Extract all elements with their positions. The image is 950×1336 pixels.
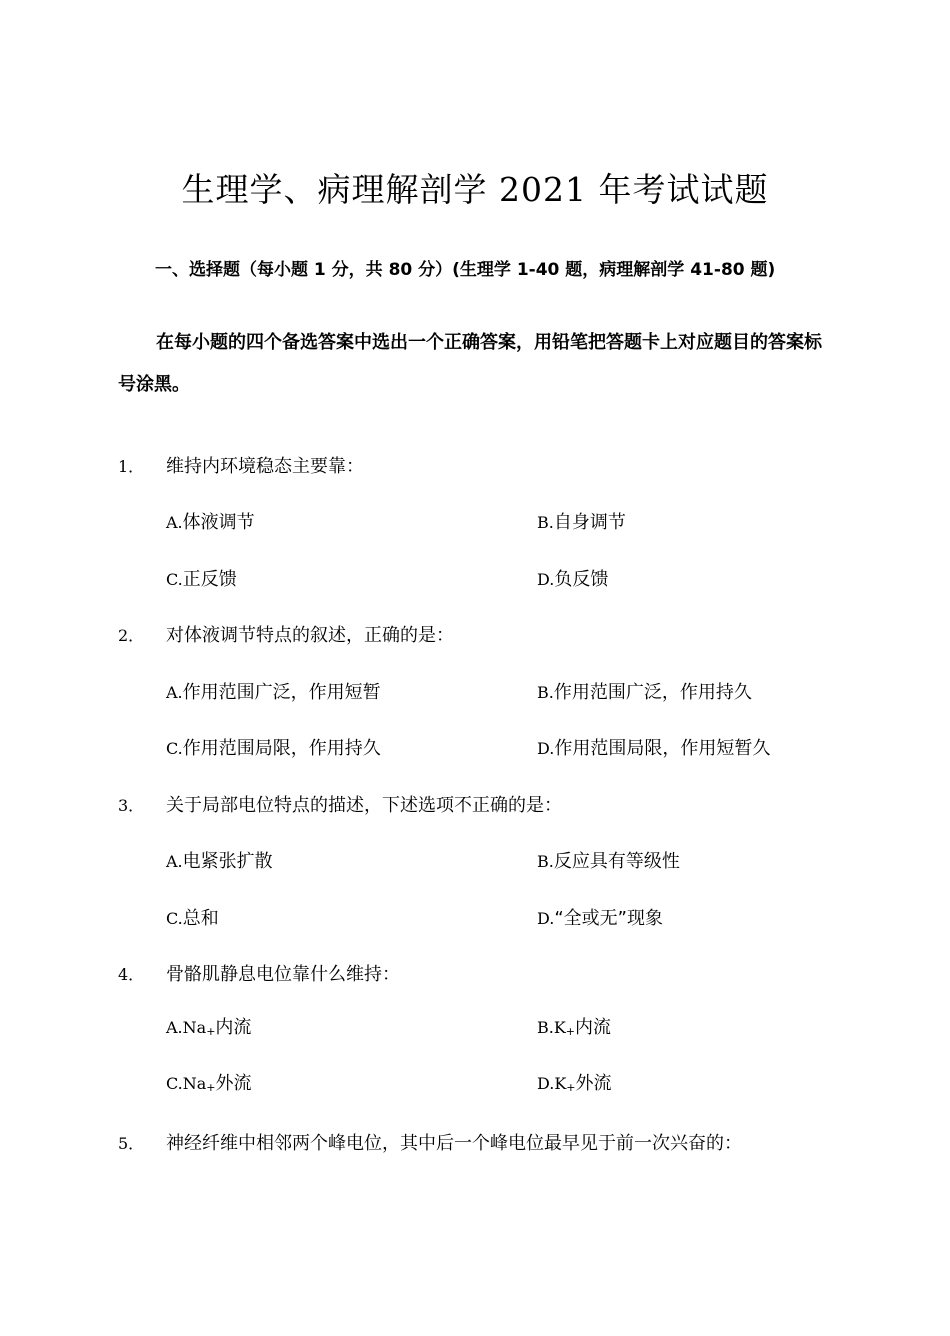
option-c: C.总和 <box>166 908 219 929</box>
option-a: A.作用范围广泛，作用短暂 <box>166 682 381 703</box>
question-2 <box>118 621 454 647</box>
option-c: C.作用范围局限，作用持久 <box>166 738 381 759</box>
question-text: 神经纤维中相邻两个峰电位，其中后一个峰电位最早见于前一次兴奋的： <box>166 1133 742 1154</box>
question-1 <box>118 452 364 478</box>
question-text: 对体液调节特点的叙述，正确的是： <box>166 625 454 646</box>
question-text: 关于局部电位特点的描述，下述选项不正确的是： <box>166 795 562 816</box>
option-a: A.电紧张扩散 <box>166 851 273 872</box>
question-number: 1． <box>118 457 145 476</box>
question-number: 2． <box>118 626 145 645</box>
question-4 <box>118 960 400 986</box>
page-title: 生理学、病理解剖学 2021 年考试试题 <box>181 170 769 209</box>
option-a: A.体液调节 <box>166 512 255 533</box>
option-b: B.作用范围广泛，作用持久 <box>537 682 752 703</box>
option-b: B.自身调节 <box>537 512 626 533</box>
option-d: $D.K_+$外流 <box>537 1073 612 1094</box>
option-c: $C.Na_+$外流 <box>166 1073 252 1094</box>
question-number: 3． <box>118 796 145 815</box>
option-c: C.正反馈 <box>166 569 237 590</box>
option-b: B.反应具有等级性 <box>537 851 680 872</box>
question-text: 骨骼肌静息电位靠什么维持： <box>166 964 400 985</box>
option-a: $A.Na_+$内流 <box>166 1017 252 1038</box>
question-3 <box>118 791 562 817</box>
instructions: 在每小题的四个备选答案中选出一个正确答案，用铅笔把答题卡上对应题目的答案标号涂黑。 <box>118 332 822 395</box>
option-d: D.负反馈 <box>537 569 609 590</box>
question-number: 5． <box>118 1134 145 1153</box>
question-5 <box>118 1129 742 1155</box>
question-number: 4． <box>118 965 145 984</box>
question-text: 维持内环境稳态主要靠： <box>166 456 364 477</box>
option-d: D.“全或无”现象 <box>537 908 663 929</box>
section-heading: 一、选择题（每小题 1 分，共 80 分）(生理学 1-40 题，病理解剖学 41-80 题) <box>155 260 776 280</box>
option-b: $B.K_+$内流 <box>537 1017 612 1038</box>
option-d: D.作用范围局限，作用短暂久 <box>537 738 771 759</box>
